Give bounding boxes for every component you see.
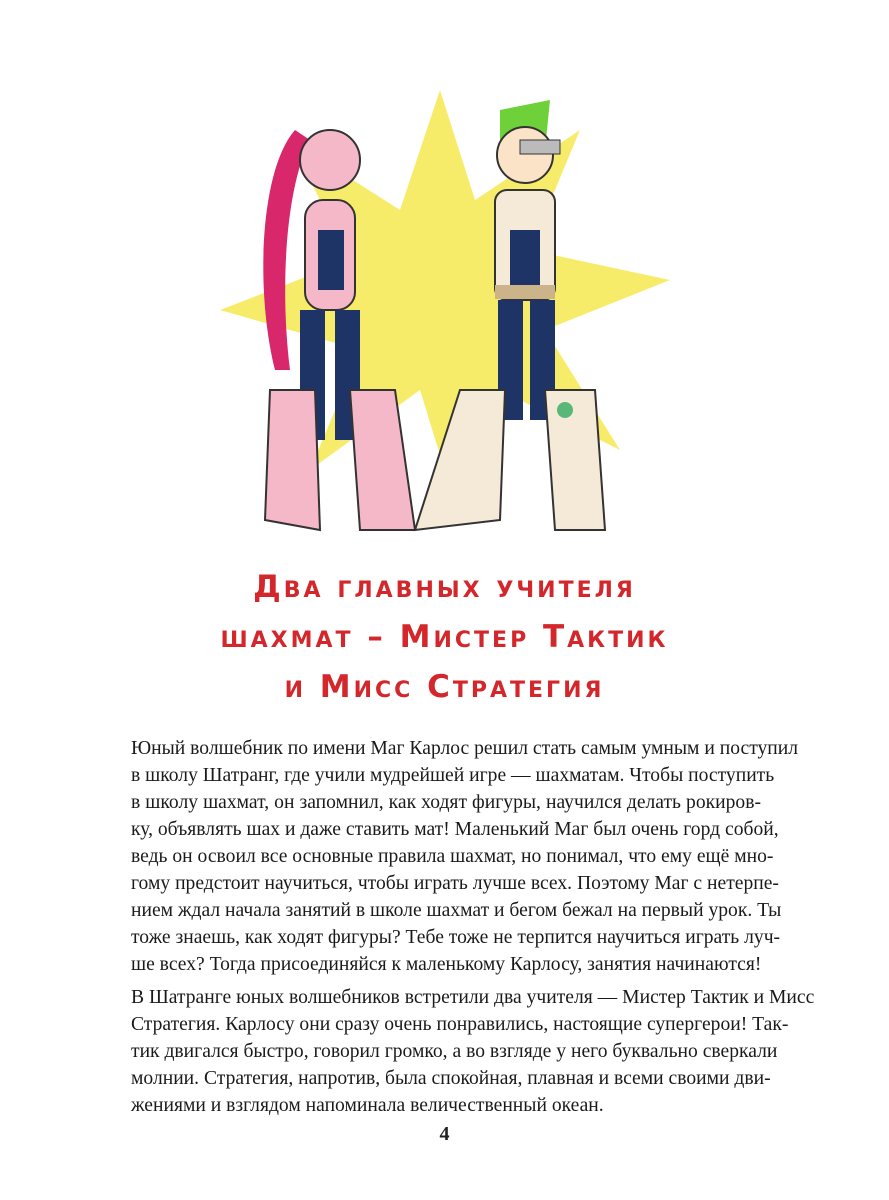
title-line: шахмат – Мистер Тактик: [220, 619, 669, 655]
text-line: в школу Шатранг, где учили мудрейшей игре — шахматам. Чтобы поступить: [131, 765, 775, 786]
text-line: тоже знаешь, как ходят фигуры? Тебе тоже не терпится научиться играть луч-: [131, 927, 781, 948]
page-number: 4: [439, 1123, 450, 1145]
illustration-mister-tactic-and-miss-strategy: [200, 90, 680, 540]
body-text: [131, 735, 815, 1119]
text-line: Стратегия. Карлосу они сразу очень понравились, настоящие супергерои! Так-: [131, 1014, 789, 1035]
text-line: нием ждал начала занятий в школе шахмат и бегом бежал на первый урок. Ты: [131, 900, 782, 921]
title-line: и Мисс Стратегия: [284, 669, 605, 705]
title-line: Два главных учителя: [253, 569, 636, 605]
text-line: ку, объявлять шах и даже ставить мат! Маленький Маг был очень горд собой,: [131, 819, 779, 840]
text-line: молнии. Стратегия, напротив, была спокойная, плавная и всеми своими дви-: [131, 1068, 771, 1089]
text-line: тик двигался быстро, говорил громко, а во взгляде у него буквально сверкали: [131, 1041, 778, 1062]
paragraph-2: [131, 984, 815, 1119]
text-line: В Шатранге юных волшебников встретили два учителя — Мистер Тактик и Мисс: [131, 987, 815, 1008]
text-line: ше всех? Тогда присоединяйся к маленькому Карлосу, занятия начинаются!: [131, 954, 762, 975]
paragraph-1: [131, 735, 799, 978]
text-line: ведь он освоил все основные правила шахмат, но понимал, что ему ещё мно-: [131, 846, 774, 867]
text-line: Юный волшебник по имени Маг Карлос решил стать самым умным и поступил: [131, 738, 799, 759]
text-line: жениями и взглядом напоминала величественный океан.: [131, 1095, 604, 1116]
text-line: в школу шахмат, он запомнил, как ходят фигуры, научился делать рокиров-: [131, 792, 761, 813]
chapter-title: [0, 562, 889, 712]
text-line: гому предстоит научиться, чтобы играть лучше всех. Поэтому Маг с нетерпе-: [131, 873, 779, 894]
